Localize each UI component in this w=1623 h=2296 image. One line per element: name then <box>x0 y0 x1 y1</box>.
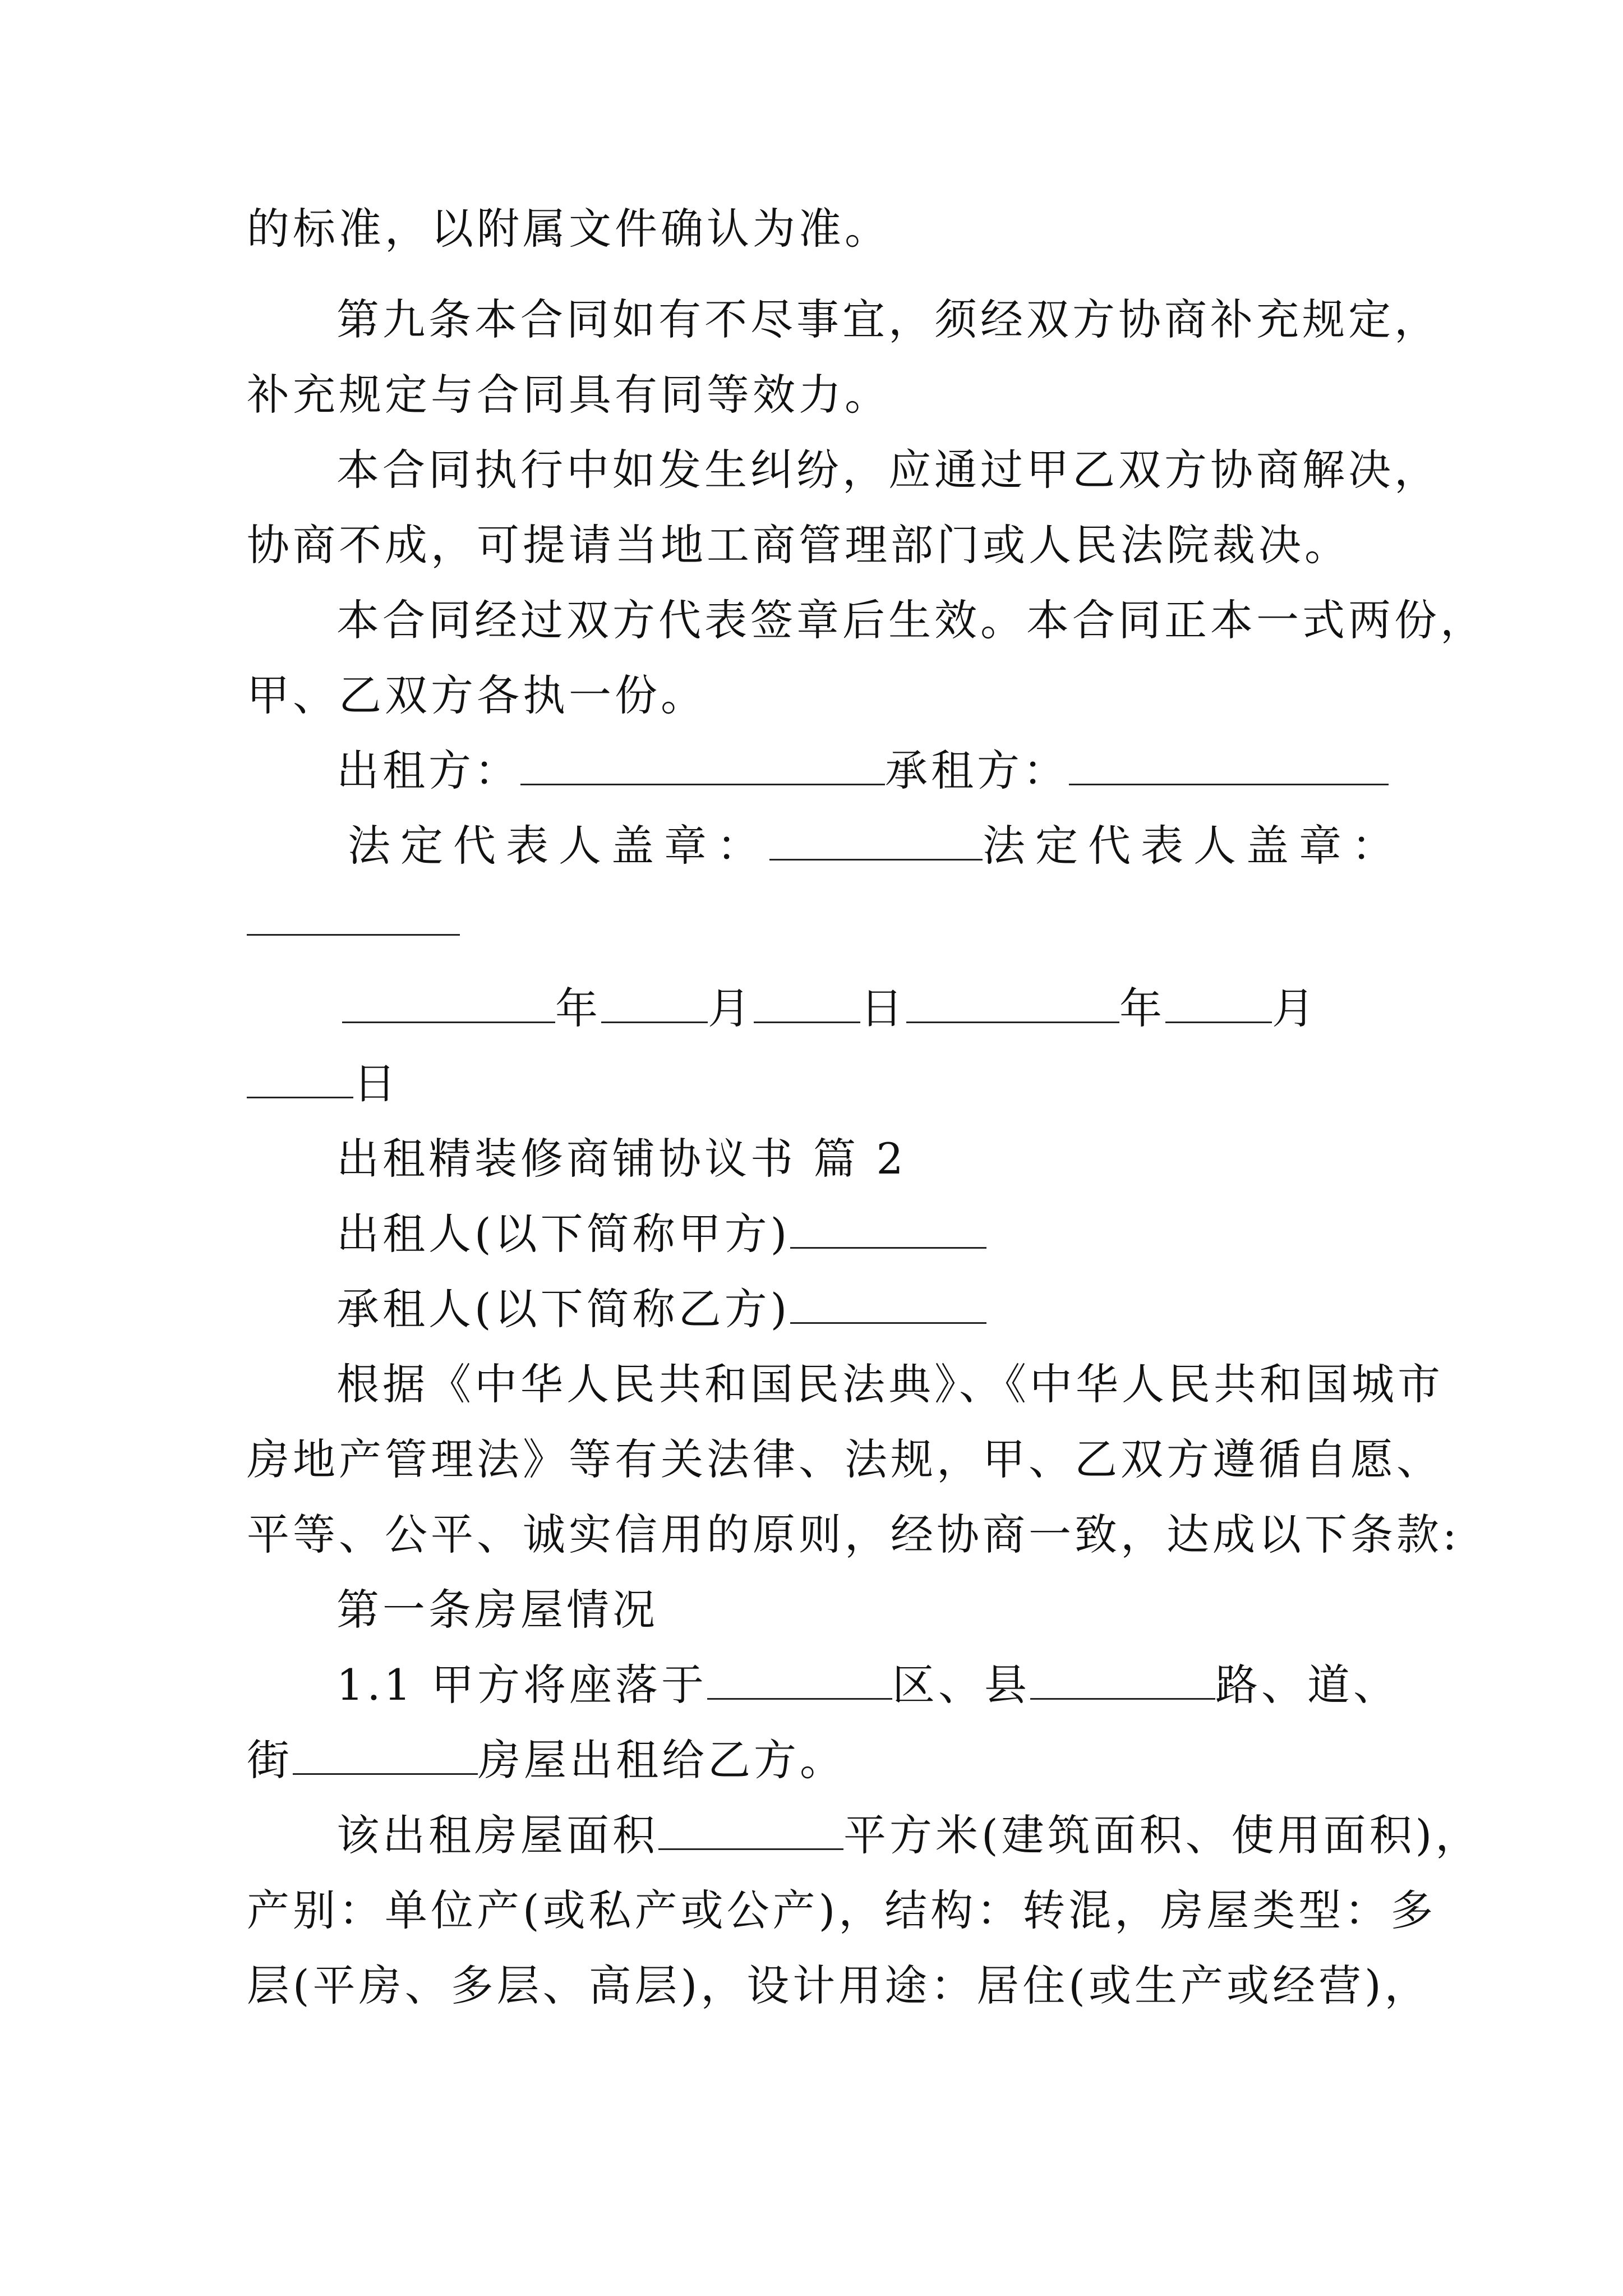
year-label: 年 <box>555 983 601 1033</box>
lessee-field-blank <box>790 1283 986 1324</box>
district-label: 区、县 <box>892 1660 1031 1710</box>
text-line: 平等、公平、诚实信用的原则，经协商一致，达成以下条款: <box>247 1510 1460 1559</box>
day2-blank <box>247 1057 353 1098</box>
text-line: 层(平房、多层、高层)，设计用途：居住(或生产或经营)， <box>247 1961 1431 2010</box>
text-line: 本合同经过双方代表签章后生效。本合同正本一式两份， <box>336 595 1486 645</box>
area-line <box>336 1809 1481 1862</box>
lessor-field-blank <box>790 1208 986 1249</box>
text-line: 根据《中华人民共和国民法典》、《中华人民共和国城市 <box>336 1359 1444 1409</box>
year2-blank <box>906 982 1119 1023</box>
day-label: 日 <box>860 983 906 1033</box>
text-line: 甲、乙双方各执一份。 <box>247 670 707 720</box>
month2-label: 月 <box>1272 983 1318 1033</box>
year-blank <box>342 982 555 1023</box>
text-line: 补充规定与合同具有同等效力。 <box>247 370 891 420</box>
date-line <box>342 982 1318 1036</box>
month-blank <box>601 982 708 1023</box>
text-line: 产别：单位产(或私产或公产)，结构：转混，房屋类型：多 <box>247 1885 1437 1935</box>
area-label: 该出租房屋面积 <box>336 1810 658 1860</box>
lessor-rep-label: 法定代表人盖章： <box>348 821 769 871</box>
day-blank <box>754 982 860 1023</box>
lessor-rep-blank <box>769 820 983 861</box>
lessor-field-label: 出租人(以下简称甲方) <box>336 1209 791 1259</box>
lessee-rep-blank-line <box>247 894 460 948</box>
road-label: 路、道、 <box>1215 1660 1400 1710</box>
street-line <box>247 1733 846 1787</box>
text-line: 协商不成，可提请当地工商管理部门或人民法院裁决。 <box>247 520 1350 570</box>
lessor-blank <box>520 744 885 785</box>
lessee-label: 承租方： <box>885 746 1069 795</box>
location-label: 1.1 甲方将座落于 <box>336 1660 708 1710</box>
lessee-field <box>336 1282 986 1336</box>
lessee-field-label: 承租人(以下简称乙方) <box>336 1284 791 1334</box>
lessor-label: 出租方： <box>336 746 520 795</box>
lessee-blank <box>1069 744 1389 785</box>
day2-label: 日 <box>353 1059 399 1108</box>
text-line: 的标准，以附属文件确认为准。 <box>247 204 891 254</box>
district-blank <box>707 1659 892 1700</box>
street-label: 街 <box>247 1735 293 1785</box>
text-line: 第九条本合同如有不尽事宜，须经双方协商补充规定， <box>336 295 1440 344</box>
month2-blank <box>1165 982 1272 1023</box>
road-blank <box>1030 1659 1215 1700</box>
lessor-field <box>336 1207 986 1261</box>
year2-label: 年 <box>1119 983 1165 1033</box>
area-unit: 平方米(建筑面积、使用面积)， <box>843 1810 1482 1860</box>
street-blank <box>293 1734 478 1775</box>
signature-line-parties <box>336 744 1389 798</box>
text-line: 本合同执行中如发生纠纷，应通过甲乙双方协商解决， <box>336 445 1440 495</box>
date-line-continued <box>247 1057 399 1111</box>
street-suffix: 房屋出租给乙方。 <box>478 1735 846 1785</box>
lessee-rep-blank <box>247 895 460 936</box>
section-heading: 出租精装修商铺协议书 篇 2 <box>336 1134 907 1184</box>
month-label: 月 <box>708 983 754 1033</box>
clause-heading: 第一条房屋情况 <box>336 1585 658 1635</box>
text-line: 房地产管理法》等有关法律、法规，甲、乙双方遵循自愿、 <box>247 1434 1442 1484</box>
signature-line-representatives <box>348 819 1404 873</box>
lessee-rep-label: 法定代表人盖章： <box>983 821 1404 871</box>
area-blank <box>658 1809 843 1850</box>
location-line <box>336 1658 1399 1712</box>
